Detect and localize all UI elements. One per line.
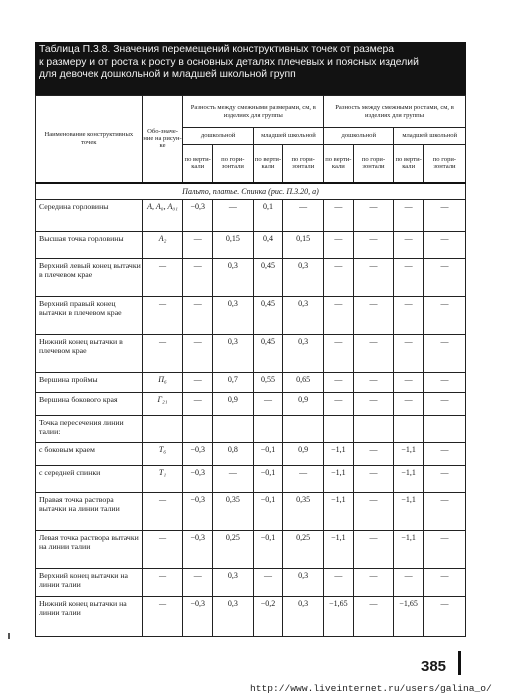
table-row xyxy=(36,442,466,465)
value-cell: — xyxy=(253,392,282,415)
value-cell xyxy=(423,415,465,442)
header-vertical: по верти-кали xyxy=(324,145,353,183)
value-cell: 0,65 xyxy=(283,372,324,392)
value-cell: −1,1 xyxy=(394,492,423,530)
value-cell: — xyxy=(183,258,212,296)
value-cell: — xyxy=(183,334,212,372)
point-name: Точка пересечения линии талии: xyxy=(36,415,143,442)
value-cell xyxy=(394,415,423,442)
value-cell: — xyxy=(423,231,465,258)
header-vertical: по верти-кали xyxy=(253,145,282,183)
value-cell: 0,45 xyxy=(253,258,282,296)
value-cell: — xyxy=(423,465,465,492)
value-cell: — xyxy=(394,568,423,596)
value-cell: — xyxy=(423,492,465,530)
value-cell: — xyxy=(324,199,353,231)
value-cell: — xyxy=(394,199,423,231)
header-vertical: по верти-кали xyxy=(183,145,212,183)
point-name: Середина горловины xyxy=(36,199,143,231)
point-name: Высшая точка горловины xyxy=(36,231,143,258)
value-cell: — xyxy=(283,199,324,231)
table-row xyxy=(36,296,466,334)
point-name: Верхний конец вытачки на линии талии xyxy=(36,568,143,596)
value-cell: 0,9 xyxy=(212,392,253,415)
value-cell: — xyxy=(212,465,253,492)
header-height-difference: Разность между смежными ростами, см, в изделиях для группы xyxy=(324,96,466,128)
value-cell: — xyxy=(324,392,353,415)
value-cell: — xyxy=(353,530,394,568)
point-designation: A, A₀, A₀₁ xyxy=(142,199,183,231)
value-cell: −0,2 xyxy=(253,596,282,636)
value-cell: — xyxy=(183,296,212,334)
value-cell: −0,3 xyxy=(183,492,212,530)
point-name: Вершина проймы xyxy=(36,372,143,392)
header-height-preschool: дошкольной xyxy=(324,128,394,145)
point-designation: — xyxy=(142,568,183,596)
table-title-line-1: Таблица П.3.8. Значения перемещений конструктивных точек от размера xyxy=(39,44,395,55)
value-cell: — xyxy=(394,258,423,296)
value-cell: — xyxy=(212,199,253,231)
value-cell: — xyxy=(283,465,324,492)
value-cell: 0,9 xyxy=(283,442,324,465)
page-number: 385 xyxy=(421,658,447,675)
value-cell: — xyxy=(353,392,394,415)
point-designation: Т₆ xyxy=(142,442,183,465)
header-horizontal: по гори-зонтали xyxy=(353,145,394,183)
value-cell: 0,25 xyxy=(212,530,253,568)
value-cell: — xyxy=(423,392,465,415)
section-title: Пальто, платье. Спинка (рис. П.3.20, а) xyxy=(36,183,466,200)
point-name: с боковым краем xyxy=(36,442,143,465)
table-header xyxy=(36,96,466,183)
value-cell: — xyxy=(353,231,394,258)
value-cell: 0,3 xyxy=(212,258,253,296)
value-cell: — xyxy=(394,334,423,372)
value-cell: 0,15 xyxy=(283,231,324,258)
table-title-line-2: к размеру и от роста к росту в основных деталях плечевых и поясных изделий xyxy=(39,56,419,68)
value-cell: — xyxy=(324,296,353,334)
value-cell xyxy=(183,415,212,442)
value-cell: — xyxy=(183,231,212,258)
table-row xyxy=(36,392,466,415)
value-cell: −0,1 xyxy=(253,492,282,530)
value-cell: — xyxy=(394,392,423,415)
value-cell xyxy=(253,415,282,442)
point-designation: Г₂₁ xyxy=(142,392,183,415)
page-number-bar xyxy=(458,651,461,675)
value-cell: 0,3 xyxy=(212,568,253,596)
value-cell: −1,1 xyxy=(394,530,423,568)
header-size-preschool: дошкольной xyxy=(183,128,253,145)
value-cell: — xyxy=(353,334,394,372)
value-cell: — xyxy=(324,372,353,392)
table-row xyxy=(36,530,466,568)
value-cell: −0,3 xyxy=(183,199,212,231)
value-cell: −0,3 xyxy=(183,442,212,465)
value-cell: — xyxy=(394,231,423,258)
value-cell: 0,3 xyxy=(283,258,324,296)
value-cell: — xyxy=(423,442,465,465)
value-cell: — xyxy=(353,492,394,530)
value-cell: −0,1 xyxy=(253,530,282,568)
value-cell: — xyxy=(423,199,465,231)
header-designation: Обо-значе-ние на рисун-ке xyxy=(142,96,183,183)
point-designation: П₆ xyxy=(142,372,183,392)
value-cell: — xyxy=(253,568,282,596)
header-horizontal: по гори-зонтали xyxy=(423,145,465,183)
value-cell: — xyxy=(394,372,423,392)
value-cell: — xyxy=(353,568,394,596)
value-cell: −1,1 xyxy=(324,465,353,492)
table-body xyxy=(36,199,466,636)
table-row xyxy=(36,199,466,231)
point-designation: — xyxy=(142,334,183,372)
header-size-junior: младшей школьной xyxy=(253,128,323,145)
margin-mark xyxy=(8,633,10,639)
value-cell: −0,1 xyxy=(253,442,282,465)
value-cell: 0,4 xyxy=(253,231,282,258)
grading-table-container xyxy=(35,95,466,646)
point-designation: — xyxy=(142,492,183,530)
header-point-name: Наименование конструктивных точек xyxy=(36,96,143,183)
value-cell: −1,1 xyxy=(394,442,423,465)
value-cell: 0,45 xyxy=(253,296,282,334)
value-cell: 0,3 xyxy=(283,568,324,596)
value-cell: −1,1 xyxy=(394,465,423,492)
value-cell: — xyxy=(423,530,465,568)
table-row xyxy=(36,258,466,296)
value-cell: −1,65 xyxy=(394,596,423,636)
value-cell: — xyxy=(183,568,212,596)
value-cell: 0,3 xyxy=(212,296,253,334)
value-cell: −1,1 xyxy=(324,442,353,465)
value-cell: 0,35 xyxy=(283,492,324,530)
point-designation: — xyxy=(142,596,183,636)
value-cell xyxy=(283,415,324,442)
value-cell xyxy=(353,415,394,442)
value-cell: 0,3 xyxy=(283,596,324,636)
table-row xyxy=(36,334,466,372)
table-row xyxy=(36,231,466,258)
value-cell: 0,55 xyxy=(253,372,282,392)
value-cell: — xyxy=(353,199,394,231)
point-designation: — xyxy=(142,258,183,296)
table-title-line-3: для девочек дошкольной и младшей школьной групп xyxy=(39,69,296,81)
table-row xyxy=(36,465,466,492)
table-row xyxy=(36,596,466,636)
table-row xyxy=(36,415,466,442)
value-cell: — xyxy=(353,258,394,296)
table-row xyxy=(36,372,466,392)
footer-url[interactable]: http://www.liveinternet.ru/users/galina_o/ xyxy=(250,683,492,694)
point-designation: Т₁ xyxy=(142,465,183,492)
table-title xyxy=(35,42,466,95)
grading-table xyxy=(35,95,466,637)
point-designation xyxy=(142,415,183,442)
point-name: Нижний конец вытачки в плечевом крае xyxy=(36,334,143,372)
table-row xyxy=(36,568,466,596)
value-cell: −0,3 xyxy=(183,465,212,492)
value-cell: — xyxy=(423,596,465,636)
value-cell: — xyxy=(324,258,353,296)
header-vertical: по верти-кали xyxy=(394,145,423,183)
value-cell: — xyxy=(423,568,465,596)
point-designation: A₂ xyxy=(142,231,183,258)
value-cell: — xyxy=(353,372,394,392)
point-name: Вершина бокового края xyxy=(36,392,143,415)
value-cell xyxy=(324,415,353,442)
value-cell: −1,1 xyxy=(324,492,353,530)
value-cell: 0,35 xyxy=(212,492,253,530)
value-cell: — xyxy=(353,442,394,465)
header-horizontal: по гори-зонтали xyxy=(283,145,324,183)
value-cell: 0,3 xyxy=(283,334,324,372)
value-cell: — xyxy=(353,465,394,492)
table-row xyxy=(36,492,466,530)
value-cell: 0,7 xyxy=(212,372,253,392)
value-cell: — xyxy=(353,596,394,636)
value-cell: — xyxy=(183,372,212,392)
header-horizontal: по гори-зонтали xyxy=(212,145,253,183)
value-cell: — xyxy=(324,334,353,372)
point-designation: — xyxy=(142,530,183,568)
value-cell: 0,9 xyxy=(283,392,324,415)
point-name: Верхний правый конец вытачки в плечевом крае xyxy=(36,296,143,334)
point-name: Левая точка раствора вытачки на линии талии xyxy=(36,530,143,568)
value-cell: −1,65 xyxy=(324,596,353,636)
value-cell: −1,1 xyxy=(324,530,353,568)
value-cell xyxy=(212,415,253,442)
value-cell: — xyxy=(353,296,394,334)
value-cell: — xyxy=(324,231,353,258)
value-cell: 0,1 xyxy=(253,199,282,231)
value-cell: — xyxy=(324,568,353,596)
value-cell: 0,15 xyxy=(212,231,253,258)
value-cell: — xyxy=(423,372,465,392)
value-cell: — xyxy=(394,296,423,334)
point-name: Верхний левый конец вытачки в плечевом крае xyxy=(36,258,143,296)
value-cell: — xyxy=(423,296,465,334)
value-cell: 0,25 xyxy=(283,530,324,568)
value-cell: −0,1 xyxy=(253,465,282,492)
value-cell: 0,45 xyxy=(253,334,282,372)
header-size-difference: Разность между смежными размерами, см, в изделиях для группы xyxy=(183,96,324,128)
value-cell: −0,3 xyxy=(183,530,212,568)
value-cell: 0,3 xyxy=(212,596,253,636)
value-cell: — xyxy=(423,334,465,372)
value-cell: 0,8 xyxy=(212,442,253,465)
point-designation: — xyxy=(142,296,183,334)
value-cell: — xyxy=(183,392,212,415)
value-cell: 0,3 xyxy=(212,334,253,372)
value-cell: 0,3 xyxy=(283,296,324,334)
point-name: Правая точка раствора вытачки на линии талии xyxy=(36,492,143,530)
point-name: Нижний конец вытачки на линии талии xyxy=(36,596,143,636)
value-cell: — xyxy=(423,258,465,296)
value-cell: −0,3 xyxy=(183,596,212,636)
header-height-junior: младшей школьной xyxy=(394,128,466,145)
point-name: с середней спинки xyxy=(36,465,143,492)
